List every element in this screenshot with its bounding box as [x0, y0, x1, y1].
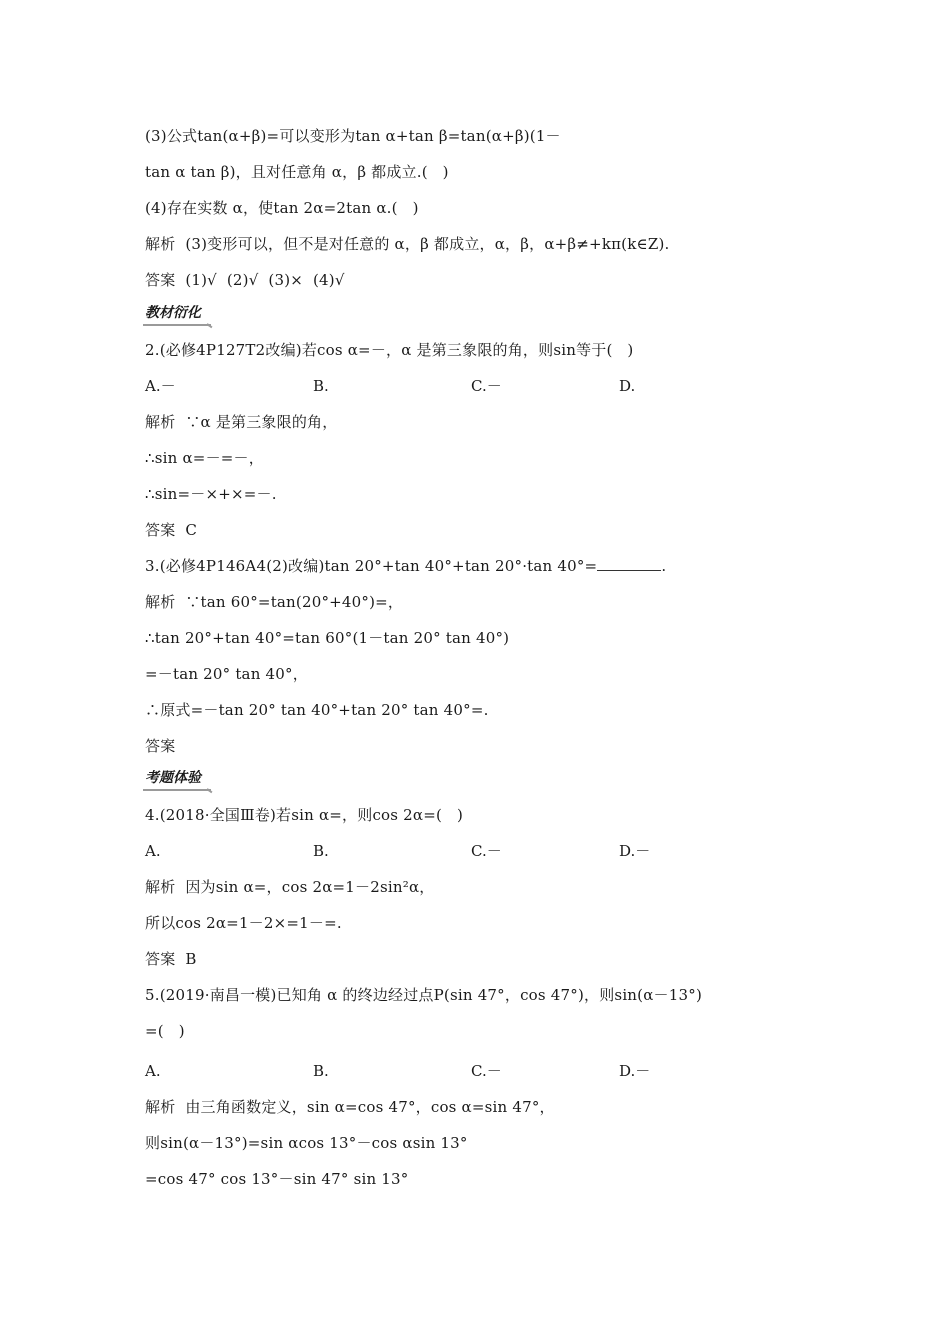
analysis-line: =cos 47° cos 13°－sin 47° sin 13°	[145, 1170, 409, 1188]
analysis-line: 则sin(α－13°)=sin αcos 13°－cos αsin 13°	[145, 1134, 468, 1152]
analysis-line: ∴sin=－×+×=－.	[145, 485, 277, 503]
analysis-line: 解析 因为sin α=，cos 2α=1－2sin²α，	[145, 878, 435, 896]
analysis-line: 所以cos 2α=1－2×=1－=.	[145, 914, 342, 932]
analysis-line: ∴tan 20°+tan 40°=tan 60°(1－tan 20° tan 40°)	[145, 629, 510, 647]
option-b: B.	[313, 842, 329, 860]
answer-line: 答案 C	[145, 521, 198, 539]
analysis-line: 解析 ∵tan 60°=tan(20°+40°)=，	[145, 593, 404, 611]
answer-line: 答案 (1)√ (2)√ (3)× (4)√	[145, 271, 345, 289]
analysis-line: 解析 由三角函数定义，sin α=cos 47°，cos α=sin 47°，	[145, 1098, 555, 1116]
answer-blank	[597, 556, 661, 571]
question-3	[145, 556, 666, 576]
option-b: B.	[313, 377, 329, 395]
section-underline	[143, 789, 211, 791]
question-4: 4.(2018·全国Ⅲ卷)若sin α=，则cos 2α=( )	[145, 806, 463, 824]
analysis-line: 解析 ∵α 是第三象限的角，	[145, 413, 338, 431]
option-c: C.－	[471, 377, 502, 395]
section-underline-tick	[206, 788, 212, 793]
question-2-options	[145, 376, 845, 396]
question-3-end: .	[661, 557, 667, 575]
section-underline-tick	[206, 323, 212, 328]
text-line: tan α tan β)，且对任意角 α，β 都成立.( )	[145, 163, 449, 181]
option-a: A.－	[145, 377, 176, 395]
option-c: C.－	[471, 1062, 502, 1080]
answer-line: 答案	[145, 737, 176, 755]
section-underline	[143, 324, 211, 326]
answer-line: 答案 B	[145, 950, 197, 968]
option-b: B.	[313, 1062, 329, 1080]
question-2: 2.(必修4P127T2改编)若cos α=－，α 是第三象限的角，则sin等于( )	[145, 341, 634, 359]
option-d: D.－	[619, 1062, 651, 1080]
analysis-line: 解析 (3)变形可以，但不是对任意的 α，β 都成立，α，β，α+β≠+kπ(k∈Z).	[145, 235, 670, 253]
question-4-options	[145, 841, 845, 861]
section-heading-label: 教材衍化	[145, 305, 201, 321]
option-c: C.－	[471, 842, 502, 860]
option-a: A.	[145, 1062, 161, 1080]
analysis-line: ∴sin α=－=－，	[145, 449, 264, 467]
question-5-options	[145, 1061, 845, 1081]
option-d: D.	[619, 377, 636, 395]
question-5-continued: =( )	[145, 1022, 185, 1040]
section-heading	[145, 769, 201, 789]
option-a: A.	[145, 842, 161, 860]
question-3-text: 3.(必修4P146A4(2)改编)tan 20°+tan 40°+tan 20°·tan 40°=	[145, 557, 598, 575]
question-5: 5.(2019·南昌一模)已知角 α 的终边经过点P(sin 47°，cos 47°)，则sin(α－13°)	[145, 986, 702, 1004]
section-heading-label: 考题体验	[145, 770, 201, 786]
analysis-line: ∴原式=－tan 20° tan 40°+tan 20° tan 40°=.	[145, 701, 489, 719]
analysis-line: =－tan 20° tan 40°，	[145, 665, 308, 683]
text-line: (3)公式tan(α+β)=可以变形为tan α+tan β=tan(α+β)(1－	[145, 127, 561, 145]
option-d: D.－	[619, 842, 651, 860]
text-line: (4)存在实数 α，使tan 2α=2tan α.( )	[145, 199, 419, 217]
section-heading	[145, 304, 201, 324]
